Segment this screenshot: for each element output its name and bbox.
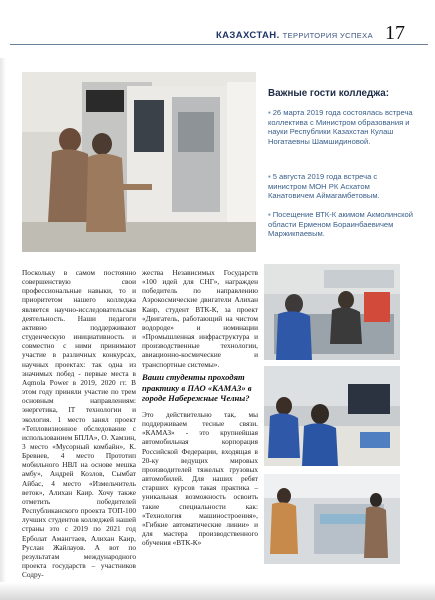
header-title: КАЗАХСТАН. ТЕРРИТОРИЯ УСПЕХА — [215, 30, 373, 41]
page-number: 17 — [385, 22, 405, 44]
page-edge-shadow — [0, 0, 6, 600]
workshop-photo-1 — [264, 264, 400, 360]
main-photo — [22, 72, 256, 252]
page-header — [0, 0, 435, 58]
article-column-1: Поскольку в самом постоянно совершенствую свои профессиональные навыки, то и приоритетом нашего колледжа является научно-исследовательская деятельность. Наши педагоги активно поддерживают студенческую инициативность и совместно с ними принимают участие в различных конкурсах, научных проектах: так одна из значимых побед - первые места в Aqmola Power в 2019, 2020 гг. В этом году приняли участие по трем основным направлениям: энергетика, IT технологии и экология. 1 место занял проект «Тепловизионное обследование с использованием БПЛА», О. Хамзин, 3 место «Мусорный комбайн», К. Бревнев, 4 место Прототип мобильного НВЛ на основе мешка амбу», Андрей Козлов, Сымбат Айбас, 4 место «Измельчитель веток», Алихан Каир. Хочу также отметить победителей Республиканского проекта ТОП-100 лучших студентов колледжей нашей страны это с 2019 по 2021 год Ерболат Амангтаев, Алихан Каир, Руслан Жайлауов. А вот по результатам международного проекта государств – участников Содру- — [22, 268, 136, 580]
article-column-2-answer: Это действительно так, мы поддерживаем тесные связи. «КАМАЗ» - это крупнейшая автомобильная корпорация Российской Федерации, входящая в 20-ку ведущих мировых производителей тяжелых грузовых автомобилей. Для наших ребят старших курсов такая практика – уникальная возможность освоить такие специальности как: «Технология машиностроения», «Гибкие автоматические линии» и для мастера производственного обучения «ВТК-К» — [142, 410, 258, 548]
interview-question: Ваши студенты проходят практику в ПАО «КАМАЗ» в городе Набережные Челны? — [142, 372, 252, 403]
guest-item: ▪ 26 марта 2019 года состоялась встреча коллектива с Министром образования и науки Республики Казахстан Кулаш Ногатаевны Шамшидиновой. — [268, 108, 413, 146]
article-column-2: жества Независимых Государств «100 идей для СНГ», награжден победитель по направлению Аэрокосмические двигатели Алихан Каир, студент ВТК-К, за проект «Двигатель, работающий на чистом водороде» и номинации «Промышленная инфраструктура и производственные технологии, авиационно-космические и транспортные системы». — [142, 268, 258, 369]
guests-heading: Важные гости колледжа: — [268, 88, 389, 99]
guest-item: ▪ Посещение ВТК-К акимом Акмолинской области Ерменом Бораинбаевичем Маржикпаевым. — [268, 210, 414, 239]
guest-item: ▪ 5 августа 2019 года встреча с министром МОН РК Асхатом Канатовичем Аймагамбетовым. — [268, 172, 380, 201]
page-fold-shadow — [0, 582, 435, 600]
workshop-photo-3 — [264, 474, 400, 564]
workshop-photo-2 — [264, 366, 400, 466]
header-rule — [10, 44, 428, 45]
